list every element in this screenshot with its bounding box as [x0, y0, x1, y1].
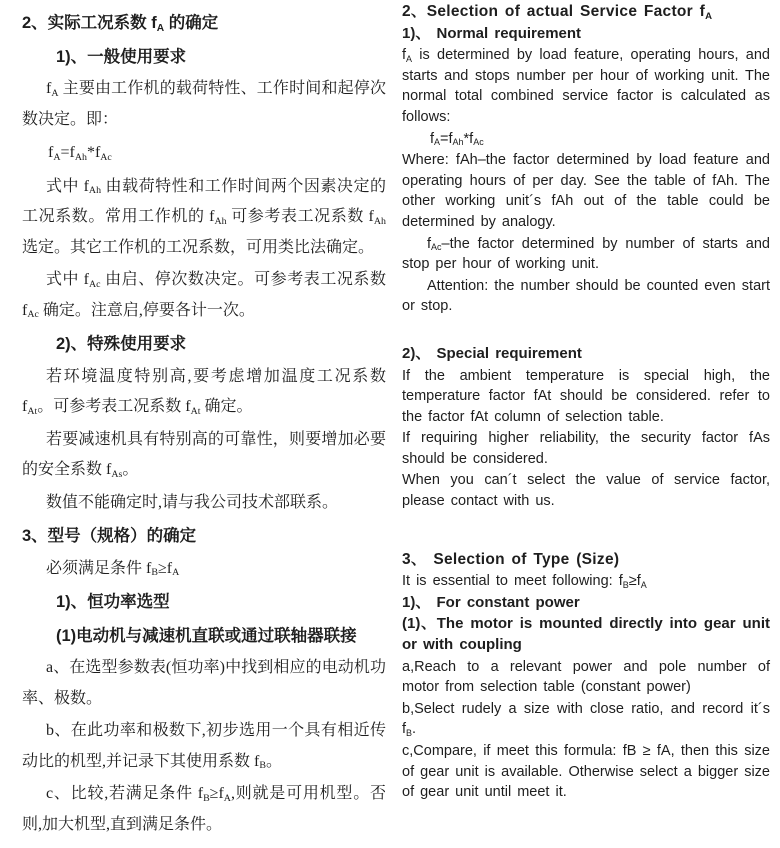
en-para-security-factor: If requiring higher reliability, the security factor fAs should be considered.	[402, 430, 770, 467]
english-column	[402, 2, 770, 804]
chinese-column	[22, 5, 386, 842]
en-para-condition: It is essential to meet following: $f_B\ge f_A$	[402, 573, 647, 590]
en-para-step-a: a,Reach to a relevant power and pole number of motor from selection table (constant power)	[402, 658, 770, 696]
en-para-temperature-factor: If the ambient temperature is special high, the temperature factor fAt should be considered. refer to the factor fAt column of selection table.	[402, 367, 770, 425]
en-heading-service-factor: 2、Selection of actual Service Factor $f_A$	[402, 3, 713, 22]
cn-para-step-a: a、在选型参数表(恒功率)中找到相应的电动机功率、极数。	[22, 659, 386, 707]
cn-subheading-special-requirement: 2)、特殊使用要求	[56, 335, 187, 353]
cn-para-fas: 若要减速机具有特别高的可靠性，则要增加必要的安全系数 $f_{As}$。	[22, 430, 386, 480]
cn-para-condition: 必须满足条件 $f_B\ge f_A$	[46, 559, 180, 579]
en-para-attention: Attention: the number should be counted even start or stop.	[402, 277, 770, 315]
en-para-where-fah: Where: fAh–the factor determined by load feature and operating hours of per day. See the table of fAh. The other working unit´s fAh out of the table could be determined by analogy.	[402, 152, 770, 230]
cn-para-fa-determined: $f_A$ 主要由工作机的载荷特性、工作时间和起停次数决定。即：	[22, 80, 386, 128]
en-para-fa-determined: $f_A$ is determined by load feature, operating hours, and starts and stops number per hour of working unit. The normal total combined service factor is calculated as follows:	[402, 47, 770, 125]
en-para-step-b: b,Select rudely a size with close ratio, and record it´s $f_B$.	[402, 700, 770, 738]
en-heading-type-selection: 3、 Selection of Type (Size)	[402, 550, 620, 568]
cn-para-fac: 式中 $f_{Ac}$ 由启、停次数决定。可参考表工况系数 $f_{Ac}$ 确定。注意启,停要各计一次。	[22, 271, 386, 321]
cn-subheading-constant-power: 1)、恒功率选型	[56, 593, 170, 611]
cn-subheading-normal-requirement: 1)、一般使用要求	[56, 47, 187, 66]
cn-subheading-direct-coupling: (1)电动机与减速机直联或通过联轴器联接	[56, 626, 357, 645]
cn-para-step-b: b、在此功率和极数下,初步选用一个具有相近传动比的机型,并记录下其使用系数 $f_B$。	[22, 722, 386, 772]
cn-para-contact: 数值不能确定时,请与我公司技术部联系。	[46, 493, 339, 511]
en-para-step-c: c,Compare, if meet this formula: fB ≥ fA, then this size of gear unit is available. Otherwise select a bigger size of gear unit until meet it.	[402, 743, 770, 801]
en-para-fac: $f_{Ac}$–the factor determined by number of starts and stop per hour of working unit.	[402, 235, 770, 273]
cn-para-fah: 式中 $f_{Ah}$ 由载荷特性和工作时间两个因素决定的工况系数。常用工作机的 $f_{Ah}$ 可参考表工况系数 $f_{Ah}$ 选定。其它工作机的工况系数，可用类比法确定。	[22, 177, 386, 256]
cn-heading-type-selection: 3、型号（规格）的确定	[22, 527, 197, 545]
en-subheading-direct-coupling: (1)、The motor is mounted directly into gear unit or with coupling	[402, 615, 770, 654]
en-subheading-normal-requirement: 1)、 Normal requirement	[402, 24, 582, 42]
cn-heading-service-factor: 2、实际工况系数 $f_A$ 的确定	[22, 14, 219, 34]
cn-formula-fa: $f_A=f_{Ah}*f_{Ac}$	[48, 144, 112, 163]
en-subheading-constant-power: 1)、 For constant power	[402, 593, 580, 611]
en-formula-fa: $f_A=f_{Ah}*f_{Ac}$	[430, 130, 484, 148]
en-para-contact-us: When you can´t select the value of service factor, please contact with us.	[402, 472, 770, 510]
cn-para-fat: 若环境温度特别高,要考虑增加温度工况系数 $f_{At}$。可参考表工况系数 $f_{At}$ 确定。	[22, 367, 386, 417]
cn-para-step-c: c、比较,若满足条件 $f_B\ge f_A$,则就是可用机型。否则,加大机型,直到满足条件。	[22, 785, 386, 833]
en-subheading-special-requirement: 2)、 Special requirement	[402, 344, 582, 362]
